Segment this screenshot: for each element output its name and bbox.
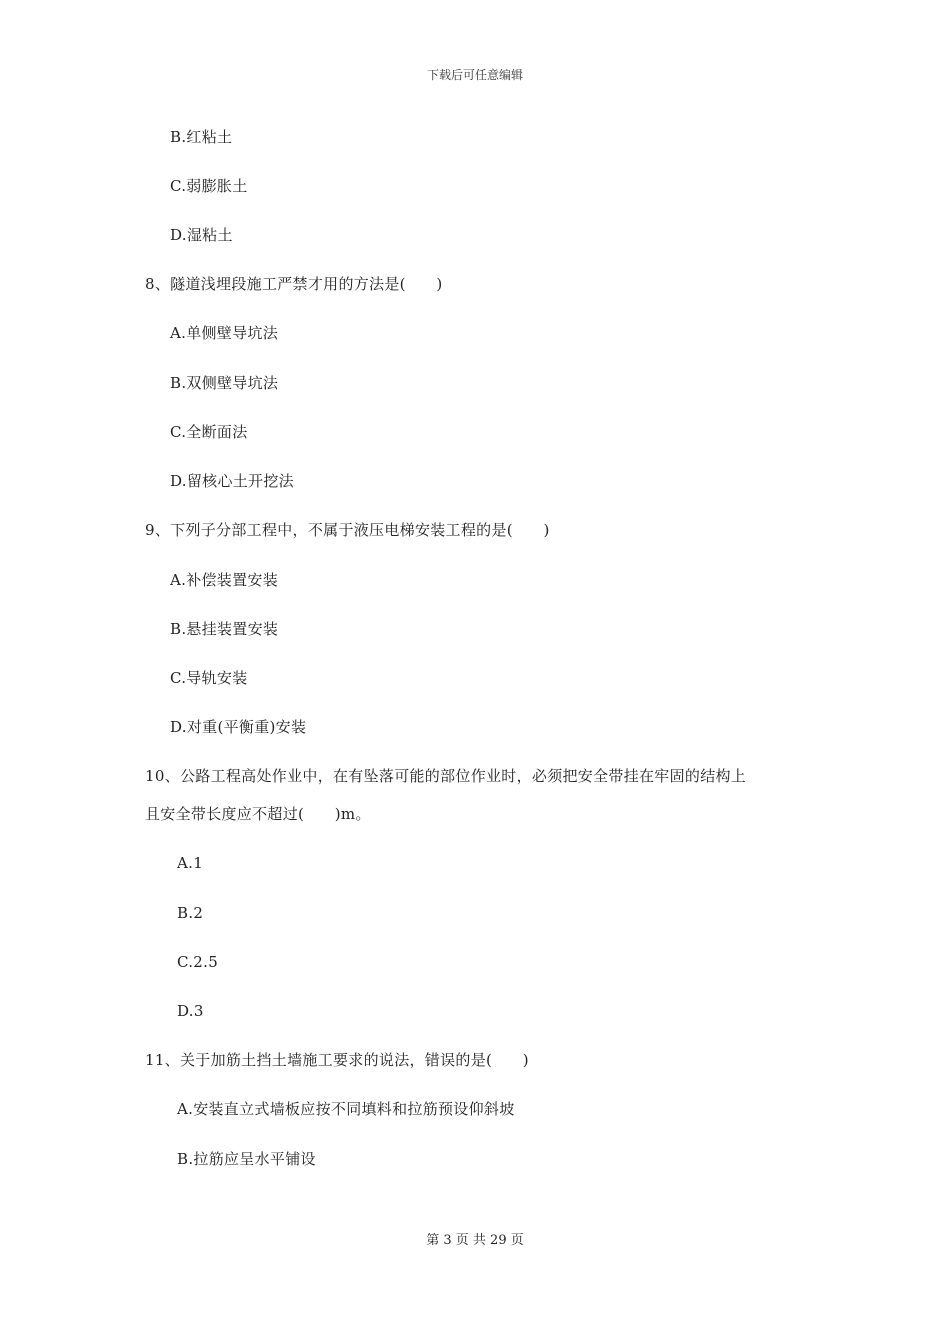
q10-stem-line1: 10、公路工程高处作业中，在有坠落可能的部位作业时，必须把安全带挂在牢固的结构上 (145, 767, 747, 785)
q9-option-b: B.悬挂装置安装 (170, 620, 279, 638)
q8-option-c: C.全断面法 (170, 423, 248, 441)
page-header: 下载后可任意编辑 (426, 68, 523, 82)
q10-option-b: B.2 (177, 904, 204, 922)
q7-option-b: B.红粘土 (170, 128, 233, 146)
q9-option-a: A.补偿装置安装 (170, 571, 279, 589)
q10-stem-line2: 且安全带长度应不超过( )m。 (145, 805, 371, 823)
q8-option-a: A.单侧壁导坑法 (170, 324, 279, 342)
q11-option-a: A.安装直立式墙板应按不同填料和拉筋预设仰斜坡 (177, 1100, 515, 1118)
q10-option-c: C.2.5 (177, 953, 219, 971)
q10-option-d: D.3 (177, 1002, 204, 1020)
page-footer: 第 3 页 共 29 页 (426, 1233, 524, 1248)
q10-option-a: A.1 (177, 854, 204, 872)
q8-option-b: B.双侧壁导坑法 (170, 374, 279, 392)
q11-stem: 11、关于加筋土挡土墙施工要求的说法，错误的是( ) (145, 1051, 529, 1069)
q8-stem: 8、隧道浅埋段施工严禁才用的方法是( ) (145, 275, 443, 293)
q8-option-d: D.留核心土开挖法 (170, 472, 294, 490)
q11-option-b: B.拉筋应呈水平铺设 (177, 1150, 316, 1168)
q7-option-d: D.湿粘土 (170, 226, 233, 244)
q9-option-c: C.导轨安装 (170, 669, 248, 687)
q9-stem: 9、下列子分部工程中，不属于液压电梯安装工程的是( ) (145, 521, 550, 539)
q7-option-c: C.弱膨胀土 (170, 177, 248, 195)
q9-option-d: D.对重(平衡重)安装 (170, 718, 307, 736)
